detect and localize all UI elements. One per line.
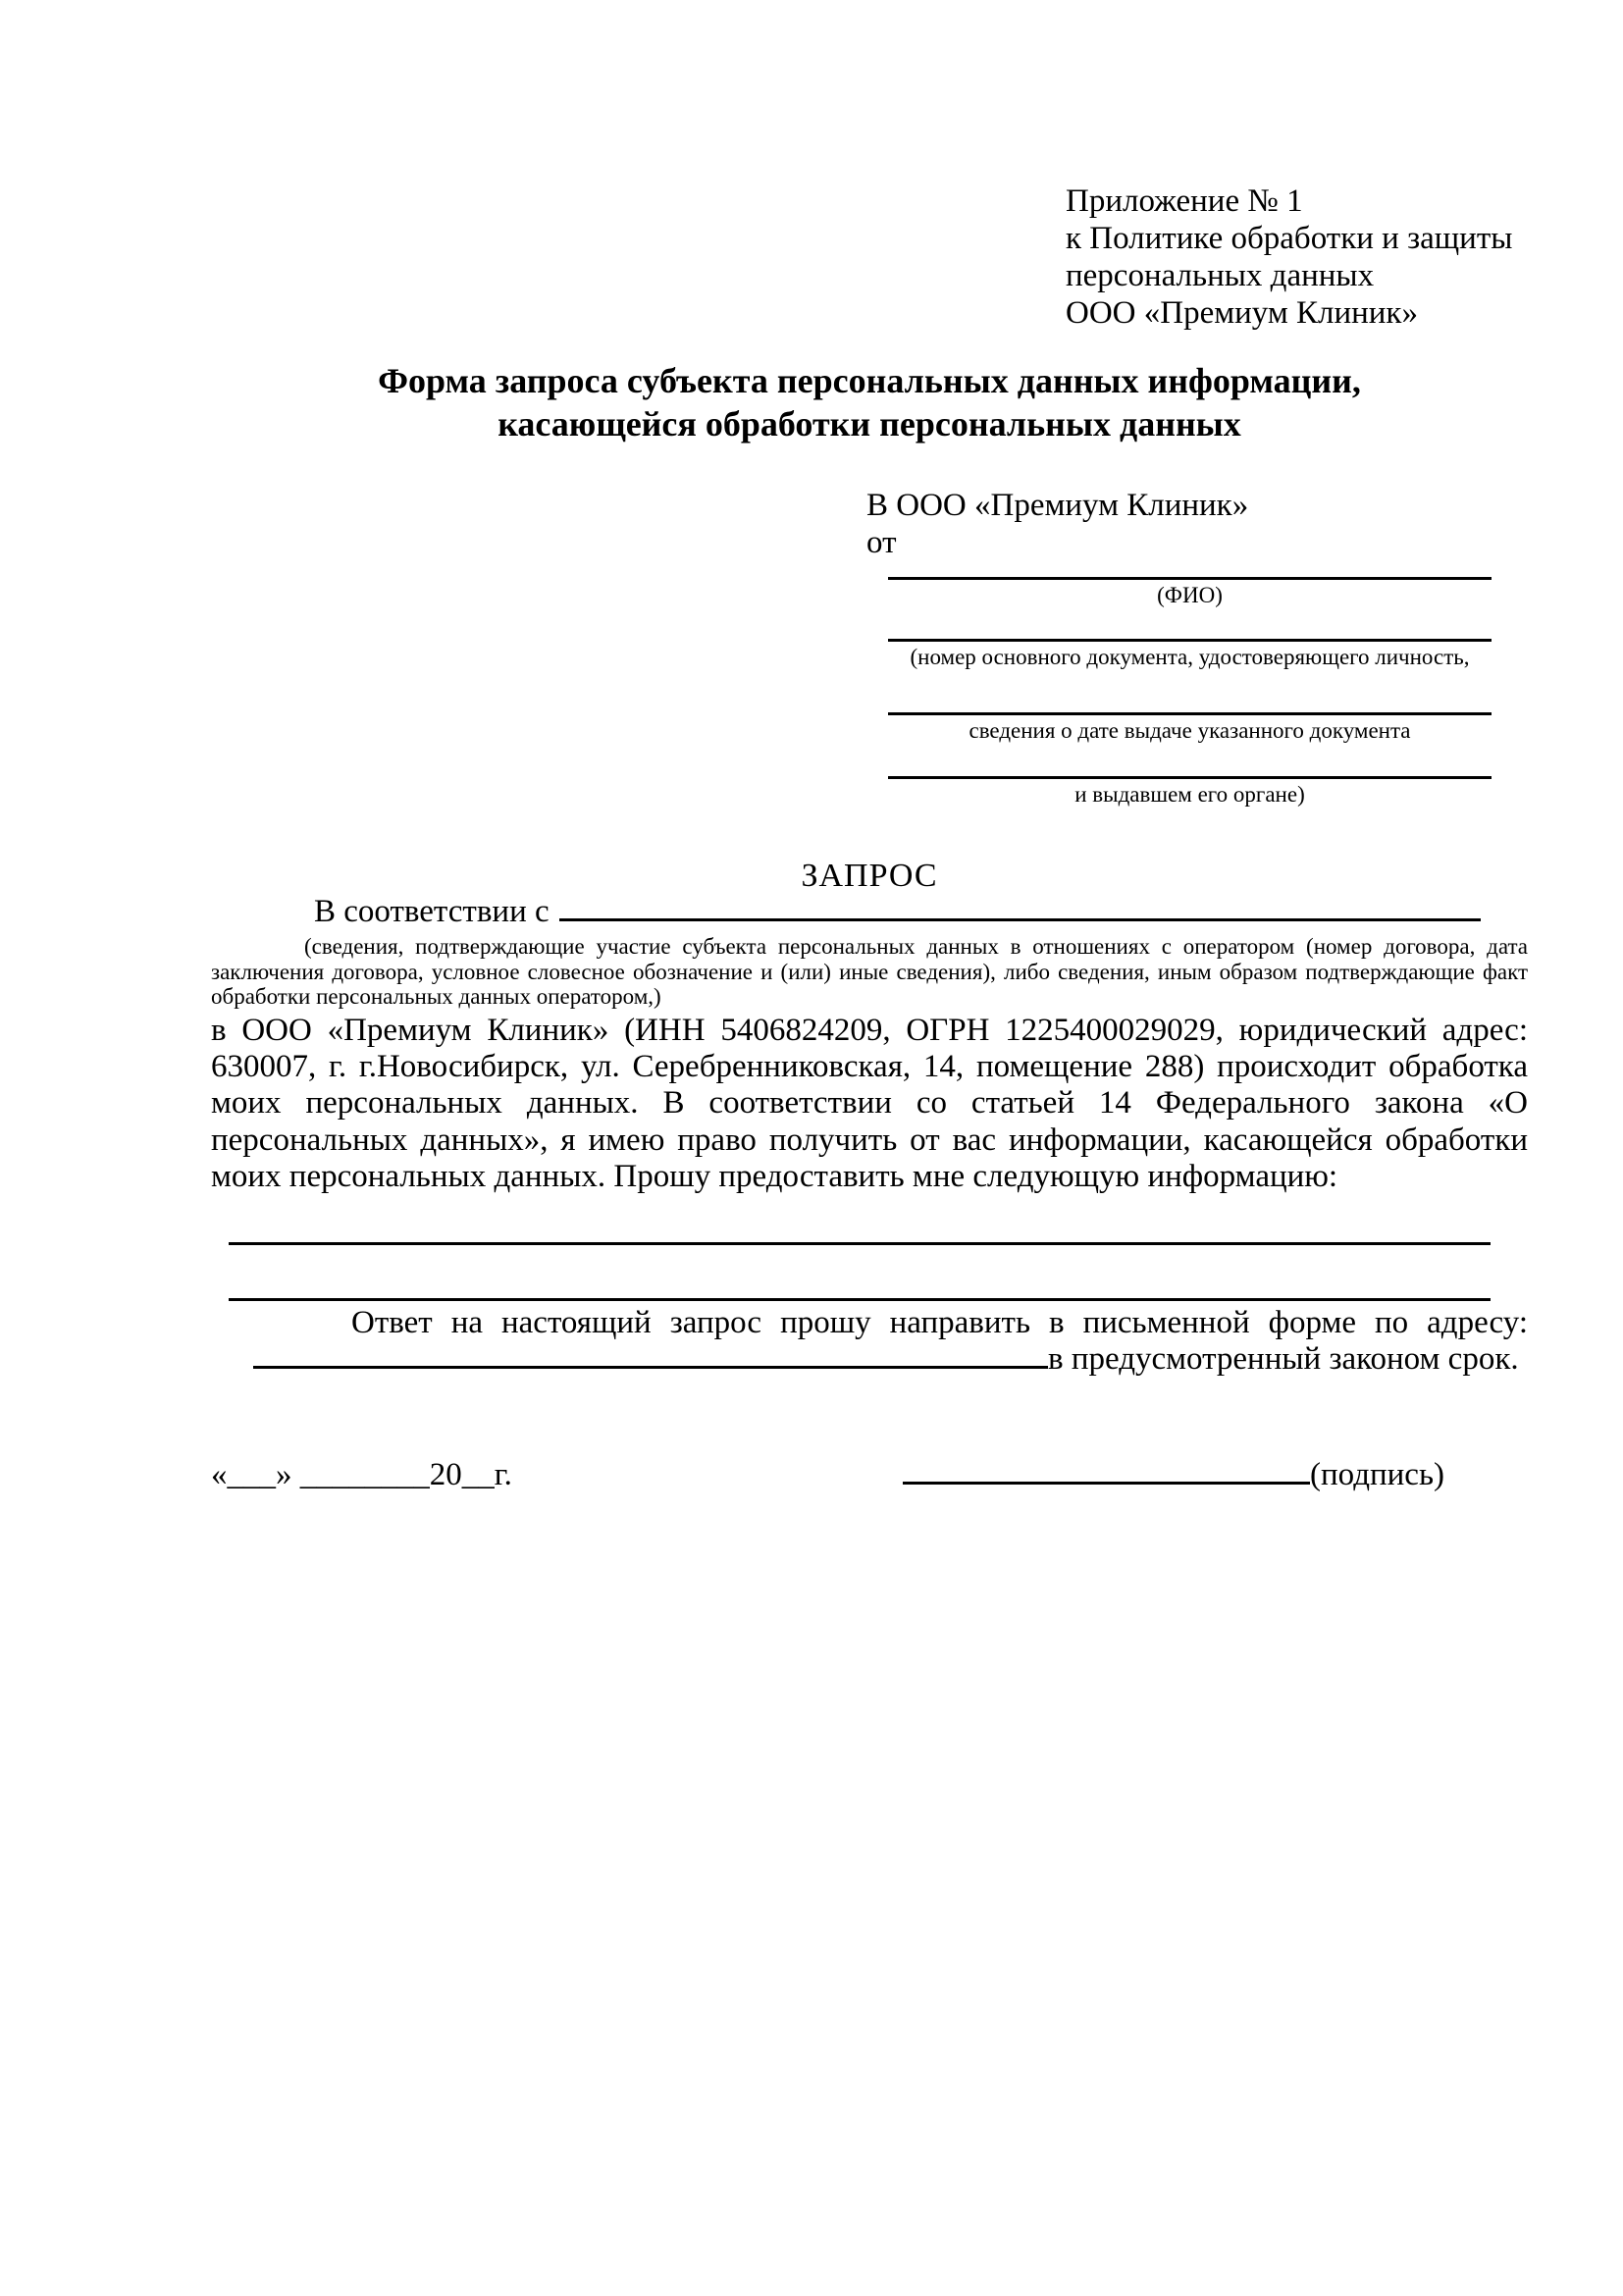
addressee-block (866, 487, 1248, 561)
date-blank-field: «___» ________20__г. (211, 1457, 512, 1492)
fio-field-line (888, 577, 1492, 580)
doc-date-field-caption: сведения о дате выдаче указанного документа (969, 718, 1411, 743)
appendix-line: Приложение № 1 (1066, 183, 1303, 219)
accordance-lead: В соответствии с (314, 894, 550, 929)
doc-issuer-field-line (888, 776, 1492, 779)
answer-blank-line-1 (229, 1242, 1491, 1245)
doc-issuer-field-caption: и выдавшем его органе) (1074, 782, 1305, 807)
answer-blank-line-2 (229, 1298, 1491, 1301)
doc-date-field-line (888, 712, 1492, 715)
appendix-line: персональных данных (1066, 258, 1375, 293)
reply-tail: в предусмотренный законом срок. (1048, 1341, 1519, 1377)
signature-caption: (подпись) (1310, 1457, 1444, 1492)
appendix-line: к Политике обработки и защиты (1066, 221, 1513, 256)
request-body: в ООО «Премиум Клиник» (ИНН 5406824209, ОГРН 1225400029029, юридический адрес: 630007, г. г.Новосибирск, ул. Серебренниковская, 14, помещение 288) происходит обработка моих персональных данных. В соответствии со статьей 14 Федерального закона «О персональных данных», я имею право получить от вас информации, касающейся обработки моих персональных данных. Прошу предоставить мне следующую информацию: (211, 1013, 1528, 1194)
date-signature-row (211, 1456, 1528, 1493)
addressee-to: В ООО «Премиум Клиник» (866, 488, 1249, 523)
form-title (211, 359, 1528, 445)
addressee-from: от (866, 525, 897, 560)
reply-address-row (211, 1341, 1528, 1379)
form-title-line-2: касающейся обработки персональных данных (497, 404, 1241, 444)
appendix-line: ООО «Премиум Клиник» (1066, 295, 1418, 331)
signature-blank-line (903, 1482, 1310, 1485)
form-title-line-1: Форма запроса субъекта персональных данных информации, (378, 361, 1361, 400)
appendix-header (1066, 183, 1512, 332)
fio-field-caption: (ФИО) (1157, 583, 1223, 607)
doc-number-field-caption: (номер основного документа, удостоверяющего личность, (910, 645, 1470, 669)
accordance-blank-line (559, 918, 1481, 921)
clarification-note: (сведения, подтверждающие участие субъекта персональных данных в отношениях с оператором (номер договора, дата заключения договора, условное словесное обозначение и (или) иные сведения), либо сведения, иным образом подтверждающие факт обработки персональных данных оператором,) (211, 934, 1528, 1009)
request-heading: ЗАПРОС (801, 858, 938, 894)
address-blank-line (253, 1366, 1048, 1369)
reply-sentence: Ответ на настоящий запрос прошу направить в письменной форме по адресу: (351, 1305, 1528, 1340)
accordance-row (211, 894, 1528, 931)
signature-group (903, 1456, 1444, 1493)
doc-number-field-line (888, 639, 1492, 642)
